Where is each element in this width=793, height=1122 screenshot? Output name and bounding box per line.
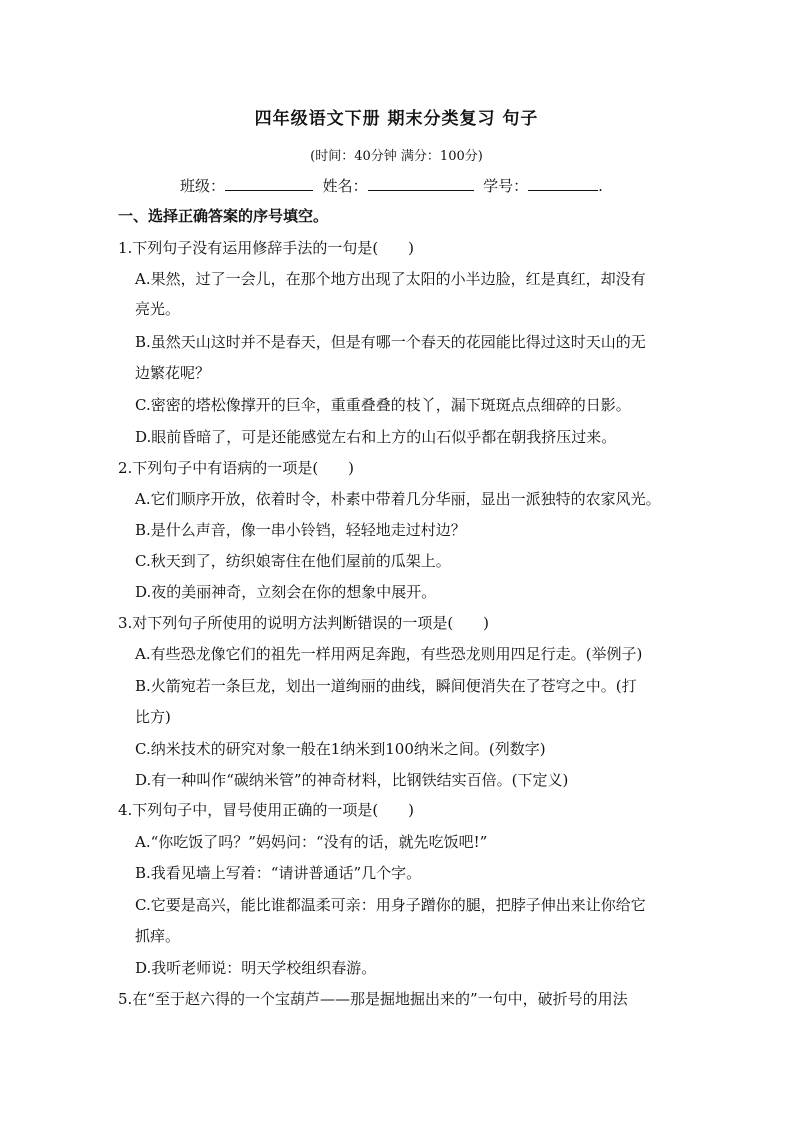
class-label: 班级：	[180, 177, 226, 195]
option-2a: A.它们顺序开放，依着时令，朴素中带着几分华丽，显出一派独特的农家风光。	[135, 490, 661, 508]
question-stem: 4.下列句子中，冒号使用正确的一项是(	[118, 801, 379, 819]
option-4c-cont: 抓痒。	[135, 927, 181, 945]
option-4a: A.“你吃饭了吗？”妈妈问：“没有的话，就先吃饭吧!”	[135, 833, 488, 851]
paren-close: )	[483, 614, 490, 632]
option-4d: D.我听老师说：明天学校组织春游。	[135, 959, 377, 977]
name-field[interactable]	[368, 176, 474, 191]
question-2	[118, 457, 354, 478]
option-3b-cont: 比方)	[135, 708, 171, 726]
option-3b: B.火箭宛若一条巨龙，划出一道绚丽的曲线，瞬间便消失在了苍穹之中。(打	[135, 677, 637, 695]
option-3c: C.纳米技术的研究对象一般在1纳米到100纳米之间。(列数字)	[135, 740, 546, 758]
option-2b: B.是什么声音，像一串小铃铛，轻轻地走过村边？	[135, 521, 466, 539]
option-4b: B.我看见墙上写着：“请讲普通话”几个字。	[135, 864, 422, 882]
option-2c: C.秋天到了，纺织娘寄住在他们屋前的瓜架上。	[135, 552, 451, 570]
option-1a: A.果然，过了一会儿，在那个地方出现了太阳的小半边脸，红是真红，却没有	[135, 270, 646, 288]
question-stem: 3.对下列句子所使用的说明方法判断错误的一项是(	[118, 614, 454, 632]
question-3	[118, 612, 489, 633]
student-info-row	[180, 175, 603, 196]
section-heading: 一、选择正确答案的序号填空。	[118, 207, 329, 225]
question-4	[118, 799, 414, 820]
option-3d: D.有一种叫作“碳纳米管”的神奇材料，比钢铁结实百倍。(下定义)	[135, 771, 569, 789]
question-stem: 1.下列句子没有运用修辞手法的一句是(	[118, 239, 379, 257]
page-title: 四年级语文下册 期末分类复习 句子	[254, 109, 539, 129]
end-mark: .	[598, 177, 603, 195]
question-stem: 2.下列句子中有语病的一项是(	[118, 459, 319, 477]
id-label: 学号：	[483, 177, 529, 195]
option-1c: C.密密的塔松像撑开的巨伞，重重叠叠的枝丫，漏下斑斑点点细碎的日影。	[135, 396, 631, 414]
id-field[interactable]	[528, 176, 598, 191]
paren-close: )	[408, 239, 415, 257]
option-1a-cont: 亮光。	[135, 300, 181, 318]
question-stem: 5.在“至于赵六得的一个宝葫芦——那是掘地掘出来的”一句中，破折号的用法	[118, 990, 628, 1008]
paren-close: )	[408, 801, 415, 819]
name-label: 姓名：	[322, 177, 368, 195]
option-2d: D.夜的美丽神奇，立刻会在你的想象中展开。	[135, 583, 437, 601]
option-1b: B.虽然天山这时并不是春天，但是有哪一个春天的花园能比得过这时天山的无	[135, 333, 646, 351]
paren-close: )	[348, 459, 355, 477]
option-1b-cont: 边繁花呢？	[135, 364, 211, 382]
question-5	[118, 988, 628, 1009]
option-3a: A.有些恐龙像它们的祖先一样用两足奔跑，有些恐龙则用四足行走。(举例子)	[135, 645, 643, 663]
option-4c: C.它要是高兴，能比谁都温柔可亲：用身子蹭你的腿，把脖子伸出来让你给它	[135, 896, 646, 914]
question-1	[118, 237, 414, 258]
option-1d: D.眼前昏暗了，可是还能感觉左右和上方的山石似乎都在朝我挤压过来。	[135, 428, 617, 446]
exam-info: (时间：40分钟 满分：100分)	[310, 149, 483, 164]
class-field[interactable]	[225, 176, 313, 191]
